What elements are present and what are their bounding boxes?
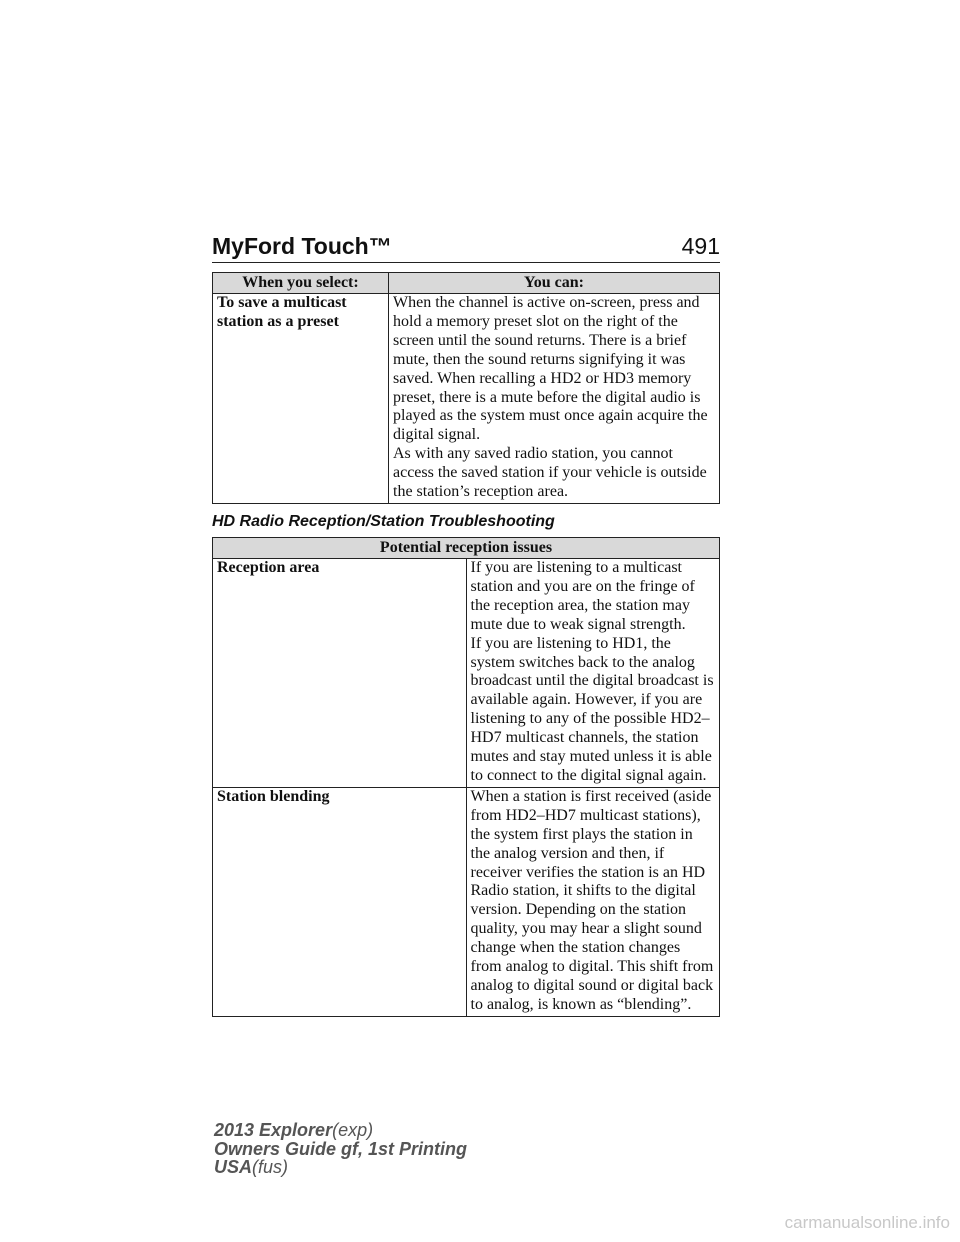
row-description: [466, 559, 720, 788]
reception-issues-table: [212, 537, 720, 1017]
watermark-link[interactable]: carmanualsonline.info: [784, 1213, 950, 1232]
footer-guide: Owners Guide gf, 1st Printing: [214, 1138, 468, 1159]
table-row: [213, 787, 720, 1016]
column-header-select: When you select:: [213, 273, 389, 294]
footer-region: USA: [214, 1157, 253, 1177]
page-number: 491: [681, 233, 720, 259]
row-label: Station blending: [213, 787, 467, 1016]
row-text-secondary: If you are listening to HD1, the system switches back to the analog broadcast until the digital broadcast is available again. However, if you are listening to any of the possible HD2–HD7 multicast channels, the station mutes and stay muted unless it is able to connect to the digital signal again.: [470, 634, 714, 784]
row-description: [466, 787, 720, 1016]
document-footer: [214, 1121, 467, 1177]
column-header-can: You can:: [389, 273, 720, 294]
section-heading: HD Radio Reception/Station Troubleshooting: [212, 513, 555, 530]
footer-line-1: [214, 1121, 467, 1140]
page-title: MyFord Touch™: [212, 233, 392, 259]
row-text-secondary: As with any saved radio station, you cannot access the saved station if your vehicle is outside the station’s reception area.: [393, 445, 707, 501]
row-text: When the channel is active on-screen, press and hold a memory preset slot on the right of the screen until the sound returns. There is a brief mute, then the sound returns signifying it was saved. When recalling a HD2 or HD3 memory preset, there is a mute before the digital audio is played as the system must once again acquire the digital signal.: [393, 294, 708, 444]
page-header: [212, 232, 720, 263]
footer-line-3: [214, 1158, 467, 1177]
row-text: If you are listening to a multicast station and you are on the fringe of the reception area, the station may mute due to weak signal strength.: [470, 559, 695, 633]
row-label: Reception area: [213, 559, 467, 788]
footer-model: 2013 Explorer: [214, 1120, 333, 1140]
footer-model-code: (exp): [332, 1120, 374, 1140]
column-header-issues: Potential reception issues: [213, 538, 720, 559]
row-description: [389, 294, 720, 504]
preset-table: [212, 272, 720, 504]
table-row: [213, 294, 720, 504]
row-text: When a station is first received (aside from HD2–HD7 multicast stations), the system first plays the station in the analog version and then, if receiver verifies the station is an HD Radio station, it shifts to the digital version. Depending on the station quality, you may hear a slight sound change when the station changes from analog to digital. This shift from analog to digital sound or digital back to analog, is known as “blending”.: [470, 787, 714, 1013]
table-header-row: [213, 273, 720, 294]
table-row: [213, 559, 720, 788]
row-label: To save a multicast station as a preset: [213, 294, 389, 504]
footer-region-code: (fus): [252, 1157, 289, 1177]
table-header-row: [213, 538, 720, 559]
footer-line-2: [214, 1140, 467, 1159]
